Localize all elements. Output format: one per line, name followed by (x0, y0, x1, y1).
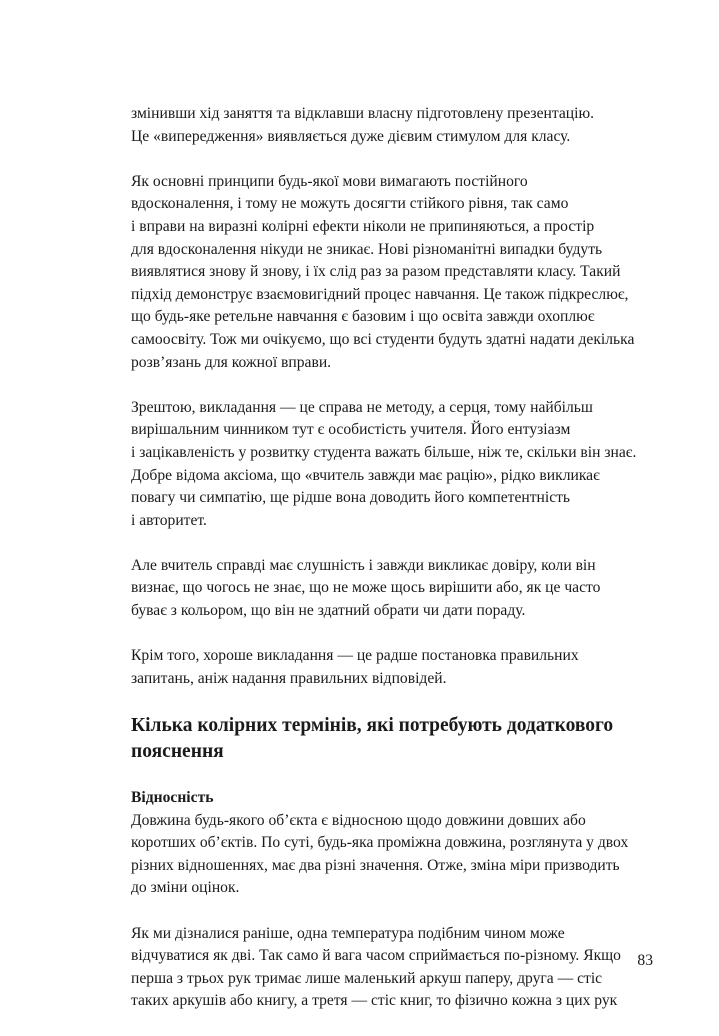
text-line: таких аркушів або книгу, а третя — стіс книг, то фізично кожна з цих рук (131, 992, 618, 1010)
paragraph-4 (131, 555, 691, 623)
text-line: Але вчитель справді має слушність і завжди викликає довіру, коли він (131, 556, 596, 574)
text-line: буває з кольором, що він не здатний обрати чи дати пораду. (131, 602, 526, 620)
text-line: Як ми дізналися раніше, одна температура подібним чином може (131, 924, 565, 942)
text-line: відчуватися як дві. Так само й вага часом сприймається по-різному. Якщо (131, 947, 621, 965)
text-line: виявлятися знову й знову, і їх слід раз за разом представляти класу. Такий (131, 263, 621, 281)
text-line: що будь-яке ретельне навчання є базовим і що освіта завжди охоплює (131, 308, 595, 326)
text-line: повагу чи симпатію, ще рідше вона доводить його компетентність (131, 489, 571, 507)
heading-line: Кілька колірних термінів, які потребують додаткового (131, 715, 614, 737)
text-line: Це «випередження» виявляється дуже дієвим стимулом для класу. (131, 127, 571, 145)
text-line: Зрештою, викладання — це справа не методу, а серця, тому найбільш (131, 398, 593, 416)
text-line: підхід демонструє взаємовигідний процес навчання. Це також підкреслює, (131, 285, 629, 303)
text-line: Як основні принципи будь-якої мови вимагають постійного (131, 172, 528, 190)
section-paragraph-1 (131, 810, 691, 900)
paragraph-5 (131, 645, 691, 690)
heading-line: пояснення (131, 741, 224, 763)
text-line: і авторитет. (131, 511, 207, 529)
text-line: змінивши хід заняття та відклавши власну підготовлену презентацію. (131, 105, 595, 122)
text-line: до зміни оцінок. (131, 879, 240, 897)
text-line: вирішальним чинником тут є особистість учителя. Його ентузіазм (131, 421, 571, 439)
text-line: самоосвіту. Тож ми очікуємо, що всі студенти будуть здатні надати декілька (131, 330, 635, 348)
paragraph-1 (131, 103, 691, 148)
text-line: різних відношеннях, має два різні значення. Отже, зміна міри призводить (131, 856, 620, 874)
page-body (131, 103, 691, 1036)
text-line: запитань, аніж надання правильних відповідей. (131, 669, 447, 687)
paragraph-3 (131, 397, 691, 533)
text-line: Добре відома аксіома, що «вчитель завжди має рацію», рідко викликає (131, 466, 600, 484)
text-line: вдосконалення, і тому не можуть досягти стійкого рівня, так само (131, 195, 569, 213)
text-line: перша з трьох рук тримає лише маленький аркуш паперу, друга — стіс (131, 969, 603, 987)
text-line: для вдосконалення нікуди не зникає. Нові різноманітні випадки будуть (131, 240, 603, 258)
text-line: коротших об’єктів. По суті, будь-яка проміжна довжина, розглянута у двох (131, 834, 629, 852)
text-line: і зацікавленість у розвитку студента важать більше, ніж те, скільки він знає. (131, 443, 637, 461)
section-heading (131, 713, 691, 765)
text-line: розв’язань для кожної вправи. (131, 353, 332, 371)
text-line: Довжина будь-якого об’єкта є відносною щодо довжини довших або (131, 811, 586, 829)
text-line: Крім того, хороше викладання — це радше постановка правильних (131, 647, 579, 665)
section-paragraph-2 (131, 923, 691, 1013)
text-line: визнає, що чогось не знає, що не може щось вирішити або, як це часто (131, 579, 601, 597)
page-number: 83 (637, 952, 653, 969)
paragraph-2 (131, 171, 691, 374)
subsection-title: Відносність (131, 789, 214, 807)
text-line: і вправи на виразні колірні ефекти ніколи не припиняються, а простір (131, 217, 595, 235)
